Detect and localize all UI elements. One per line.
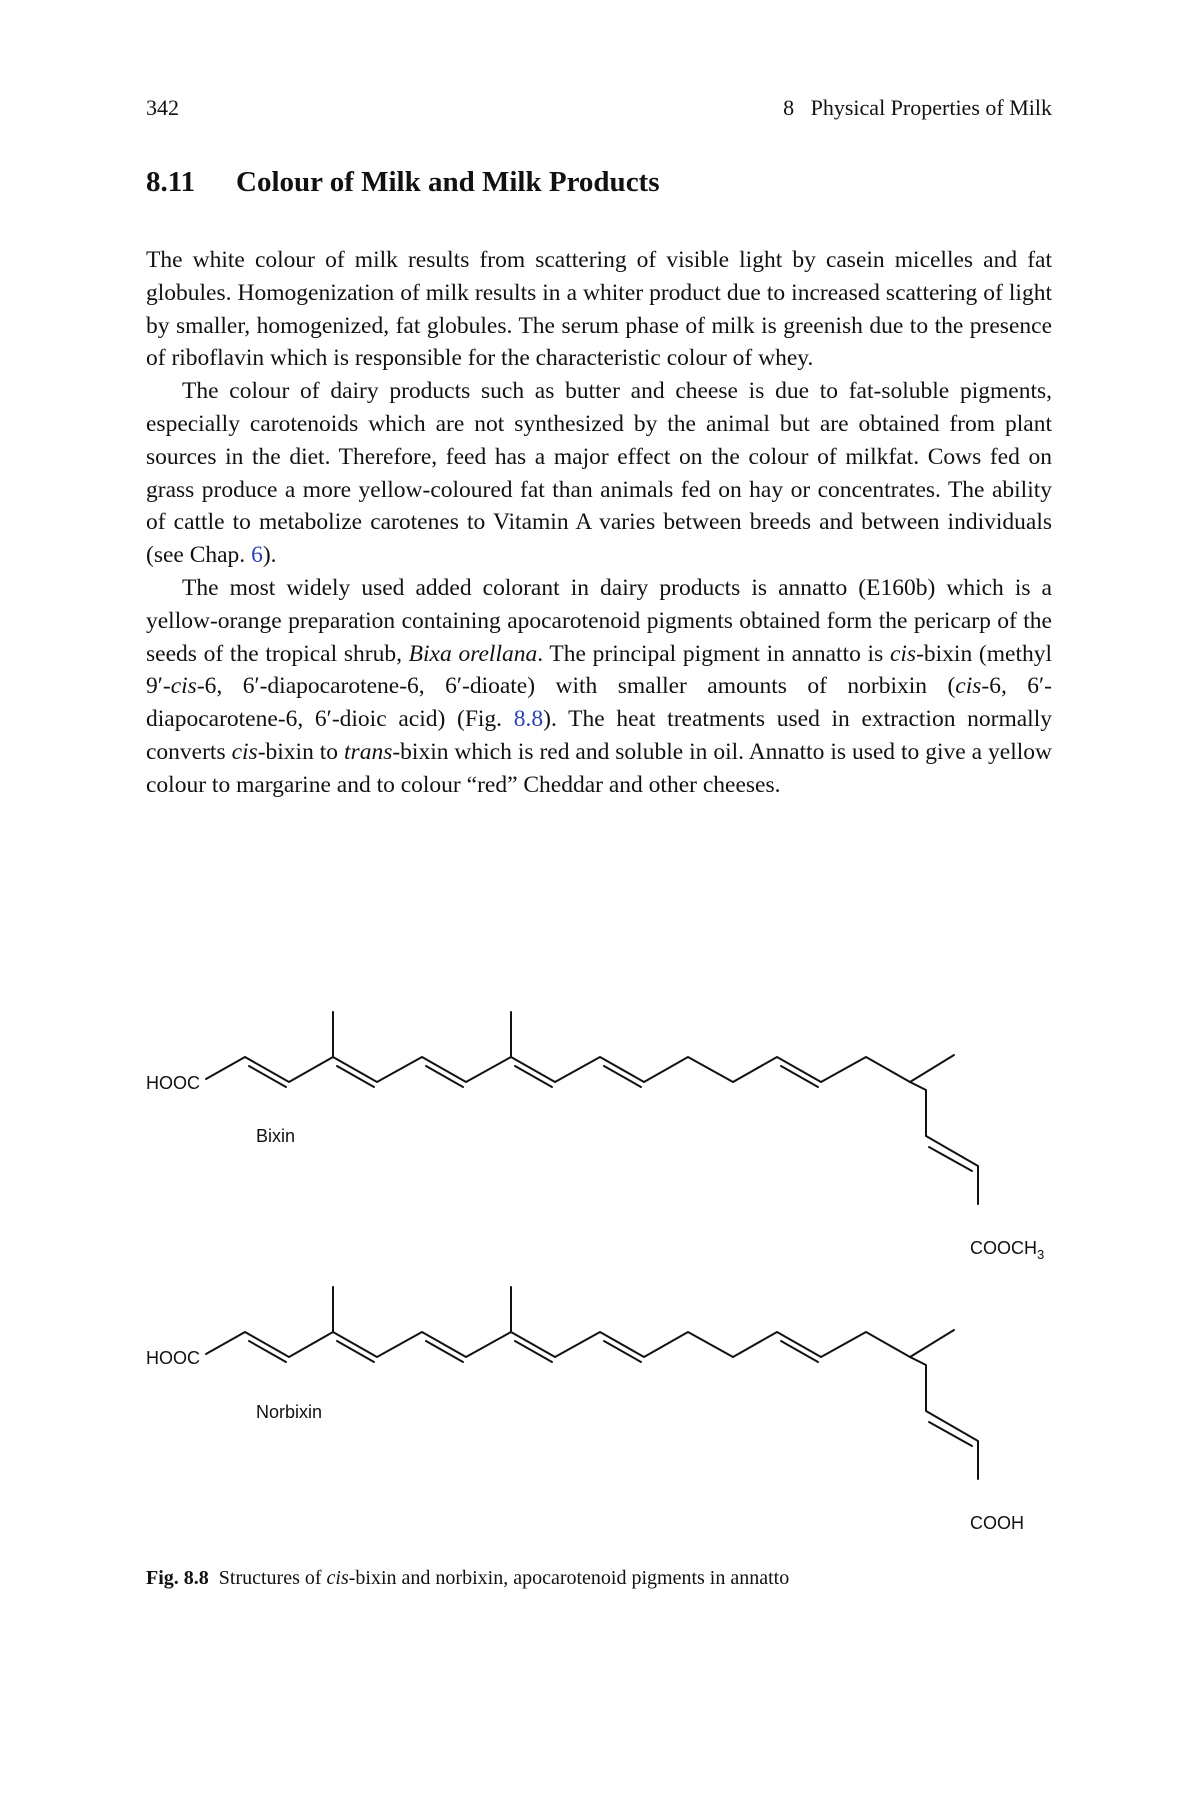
norbixin-name: Norbixin [256, 1402, 323, 1422]
norbixin-methyl [910, 1330, 954, 1357]
caption-text-1: Structures of [218, 1567, 327, 1589]
p3-text-6: ). The heat treatments used in extraction normally converts [146, 706, 1052, 765]
p3-text-8: -bixin which is red and soluble in oil. Annatto is used to give a yellow colour to margarine and to colour “red” Cheddar and other cheeses. [146, 738, 1052, 798]
chapter-title: 8 Physical Properties of Milk [783, 95, 1052, 120]
figure-8-8 [0, 980, 1187, 1560]
p3-text-5: -6, 6′-diapocarotene-6, 6′-dioic acid) (Fig. [146, 673, 1053, 733]
cis-term: cis [889, 640, 917, 667]
section-title [146, 164, 1052, 200]
caption-text-2: -bixin and norbixin, apocarotenoid pigments in annatto [348, 1567, 790, 1589]
cis-term: cis [231, 738, 258, 765]
paragraph-2-end: ). [262, 542, 277, 569]
figure-caption [146, 1565, 1052, 1591]
p3-text-1: The most widely used added colorant in dairy products is annatto (E160b) which is a yellow-orange preparation containing apocarotenoid pigments obtained form the pericarp of the seeds of the tropical shrub, [146, 574, 1052, 667]
species-name: Bixa orellana [408, 640, 538, 667]
cis-term: cis [170, 673, 197, 700]
cis-term: cis [955, 673, 982, 700]
bixin-end-chain [910, 1082, 978, 1204]
trans-term: trans [344, 738, 393, 765]
section-heading: Colour of Milk and Milk Products [236, 166, 660, 198]
bixin-name: Bixin [256, 1126, 296, 1146]
page-number: 342 [146, 95, 179, 120]
bixin-acid-label: HOOC [146, 1073, 200, 1093]
bixin-methyl [910, 1055, 954, 1082]
p3-text-2: . The principal pigment in annatto is [537, 640, 890, 667]
chapter-link[interactable]: 6 [251, 542, 263, 569]
norbixin-acid-end-label: COOH [970, 1513, 1024, 1533]
paragraph-2 [146, 375, 1052, 572]
p3-text-4: -6, 6′-diapocarotene-6, 6′-dioate) with smaller amounts of norbixin ( [196, 673, 956, 700]
section-number: 8.11 [146, 166, 196, 198]
bixin-ester-label: $COOCH_3$ [970, 1238, 1045, 1262]
caption-cis: cis [326, 1567, 349, 1589]
p3-text-3: -bixin (methyl 9′- [146, 640, 1053, 700]
caption-label: Fig. 8.8 [146, 1567, 209, 1589]
body-text [146, 244, 1052, 802]
paragraph-3 [146, 572, 1052, 802]
norbixin-end-chain [910, 1357, 978, 1479]
paragraph-2-text: The colour of dairy products such as butter and cheese is due to fat-soluble pigments, especially carotenoids which are not synthesized by the animal but are obtained from plant sources in the diet. Therefore, feed has a major effect on the colour of milkfat. Cows fed on grass produce a more yellow-coloured fat than animals fed on hay or concentrates. The ability of cattle to metabolize carotenes to Vitamin A varies between breeds and between individuals (see Chap. [146, 378, 1052, 569]
chemical-structures [0, 980, 1187, 1560]
paragraph-1: The white colour of milk results from scattering of visible light by casein micelles and fat globules. Homogenization of milk results in a whiter product due to increased scattering of light by smaller, homogenized, fat globules. The serum phase of milk is greenish due to the presence of riboflavin which is responsible for the characteristic colour of whey. [146, 247, 1052, 372]
norbixin-acid-label: HOOC [146, 1348, 200, 1368]
p3-text-7: -bixin to [257, 738, 345, 765]
figure-link[interactable]: 8.8 [513, 706, 544, 733]
